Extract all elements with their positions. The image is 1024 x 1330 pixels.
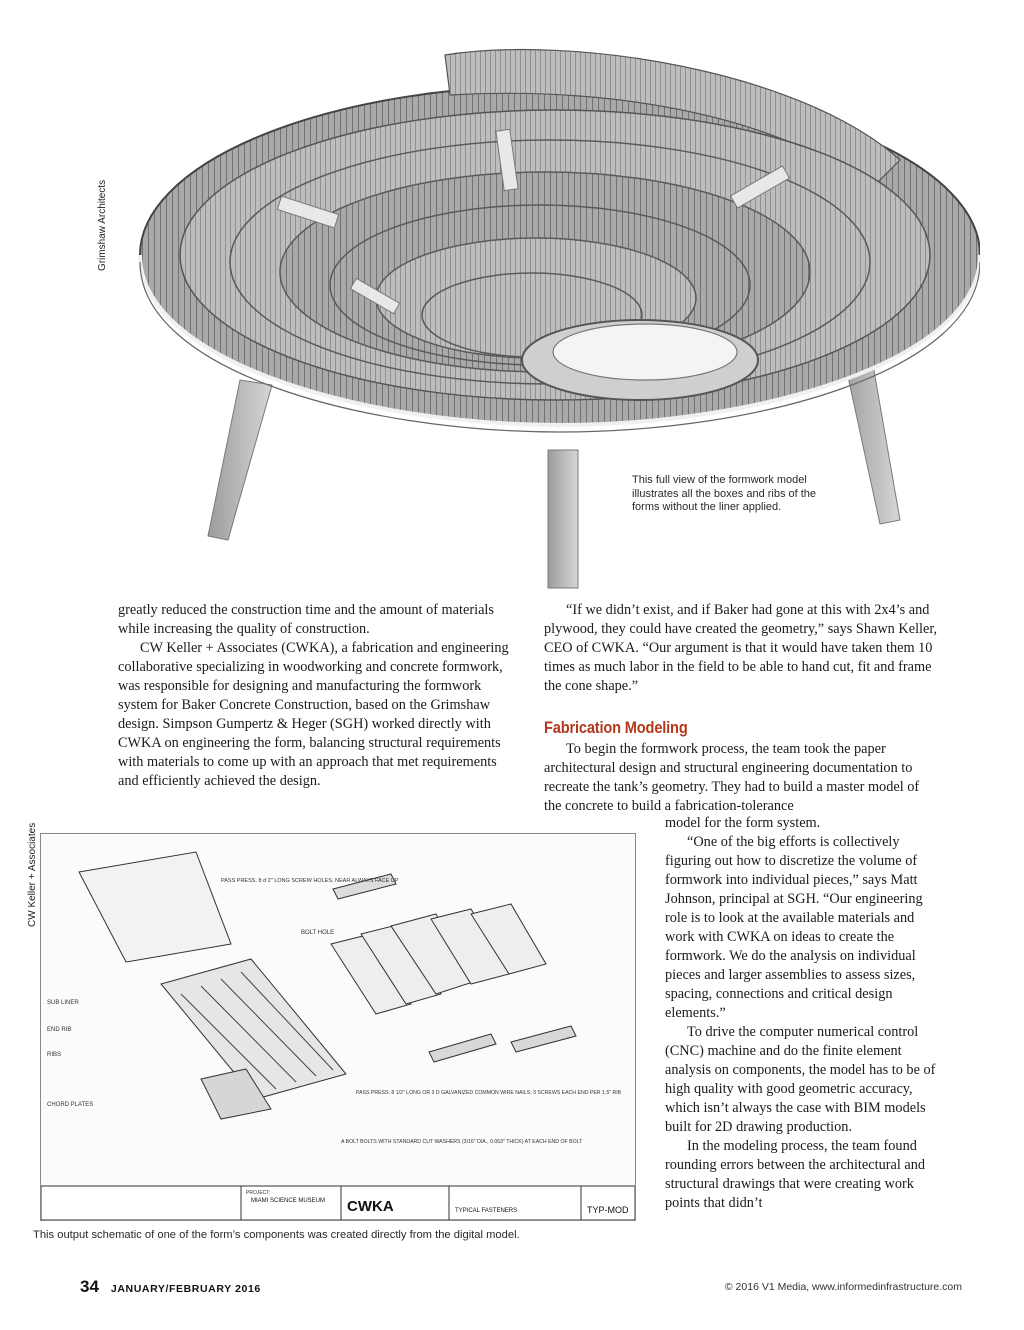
photo-credit-cwka: CW Keller + Associates (27, 822, 38, 927)
article-column-right-narrow (665, 814, 940, 1213)
rib-assembly (161, 959, 346, 1099)
tb-drawing-title: TYPICAL FASTENERS (455, 1208, 518, 1214)
schematic-drawing (40, 833, 636, 1221)
quote-paragraph: “If we didn’t exist, and if Baker had gone at this with 2x4’s and plywood, they could have created the geometry,” says Shawn Keller, CEO of CWKA. “Our argument is that it would have taken them 10 times as much labor in the field to be able to hand cut, fit and frame the cone shape.” (544, 602, 938, 694)
page-footer-left (80, 1277, 261, 1297)
paragraph: In the modeling process, the team found rounding errors between the architectural and structural drawings that were creating work points that didn’t (665, 1138, 926, 1211)
label-sub-liner: SUB LINER (47, 1000, 79, 1006)
label-bolt-hole: BOLT HOLE (301, 930, 335, 936)
page-number: 34 (80, 1277, 99, 1296)
article-column-right (544, 601, 940, 816)
photo-credit-grimshaw: Grimshaw Architects (97, 179, 108, 271)
note-bottom: A BOLT BOLTS WITH STANDARD CUT WASHERS (3/16" DIA., 0.063" THICK) AT EACH END OF BOLT (341, 1139, 583, 1145)
section-heading: Fabrication Modeling (544, 718, 688, 737)
schematic-svg (41, 834, 635, 1220)
label-ribs: RIBS (47, 1052, 62, 1058)
tb-sheet: TYP-MOD (587, 1205, 629, 1215)
image-caption-top: This full view of the formwork model illustrates all the boxes and ribs of the forms without the liner applied. (632, 474, 817, 513)
tb-project-name: MIAMI SCIENCE MUSEUM (251, 1198, 326, 1204)
image-caption-bottom: This output schematic of one of the form’s components was created directly from the digital model. (33, 1229, 520, 1241)
article-column-left (118, 601, 512, 791)
note-top: PASS PRESS. 8 d 2" LONG SCREW HOLES, NEAR ALWAYS FACE UP (221, 878, 399, 884)
tb-company: CWKA (347, 1198, 394, 1215)
paragraph: To drive the computer numerical control (CNC) machine and do the finite element analysis on components, the model has to be of high quality with good geometric accuracy, which isn’t always the case with BIM models built for 2D drawing production. (665, 1024, 936, 1135)
copyright-notice: © 2016 V1 Media, www.informedinfrastructure.com (724, 1281, 962, 1293)
quote-paragraph: “One of the big efforts is collectively figuring out how to discretize the volume of formwork into individual pieces,” says Matt Johnson, principal at SGH. “Our engineering role is to look at the available materials and work with CWKA on ideas to create the formwork. We do the analysis on individual pieces and larger assemblies to assess sizes, spacing, connections and critical design elements.” (665, 834, 923, 1021)
tb-project-label: PROJECT: (246, 1190, 271, 1196)
paragraph: To begin the formwork process, the team took the paper architectural design and structural engineering documentation to recreate the tank’s geometry. They had to build a master model of the concrete to build a fabrication-tolerance (544, 741, 920, 814)
paragraph: CW Keller + Associates (CWKA), a fabrication and engineering collaborative specializing in woodworking and concrete formwork, was responsible for designing and manufacturing the formwork system for Baker Concrete Construction, based on the Grimshaw design. Simpson Gumpertz & Heger (SGH) worked directly with CWKA on engineering the form, balancing structural requirements with materials to come up with an approach that met requirements and efficiently achieved the design. (118, 640, 509, 789)
paragraph: greatly reduced the construction time and the amount of materials while increasing the quality of construction. (118, 602, 494, 637)
support-leg (208, 380, 272, 540)
paragraph: model for the form system. (665, 815, 821, 831)
support-leg (548, 450, 578, 588)
issue-date: JANUARY/FEBRUARY 2016 (110, 1283, 261, 1295)
note-mid: PASS PRESS. 8 1/2" LONG OR 3 D GALVANIZED COMMON WIRE NAILS; 3 SCREWS EACH END PER 1.5" RIB (356, 1090, 622, 1096)
formwork-model-illustration (100, 40, 980, 600)
label-chord-plates: CHORD PLATES (47, 1102, 94, 1108)
label-end-rib: END RIB (47, 1027, 72, 1033)
sub-liner-sheet (79, 852, 231, 962)
